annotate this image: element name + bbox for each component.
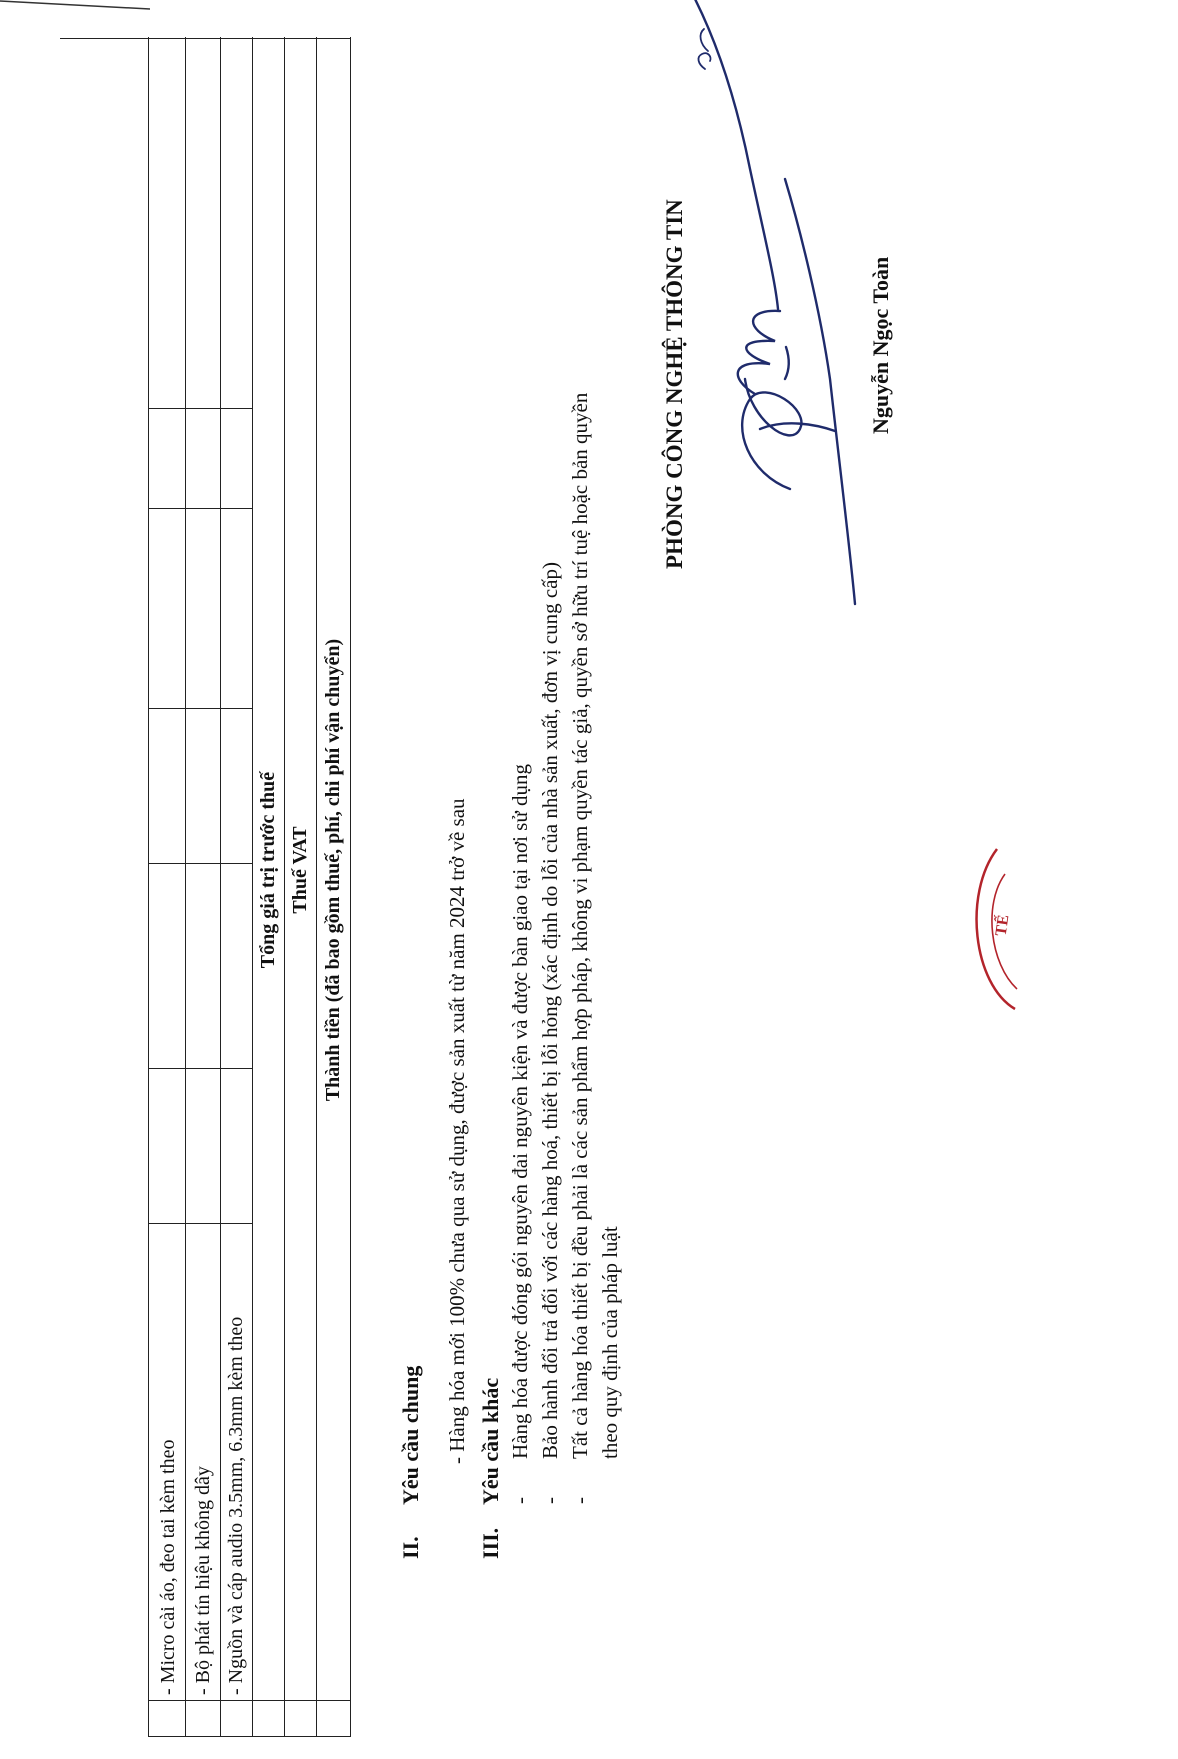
requirement-bullet: Tất cả hàng hóa thiết bị đều phải là các sản phẩm hợp pháp, không vi phạm quyền tác giả, quyền sở hữu trí tuệ hoặc bản quyền — [568, 392, 592, 1459]
bullet-dash: - — [568, 1497, 592, 1504]
svg-text:TẾ: TẾ — [992, 913, 1013, 938]
requirement-continuation: theo quy định của pháp luật — [598, 1226, 622, 1459]
bullet-dash: - — [508, 1497, 532, 1504]
requirement-line: - Hàng hóa mới 100% chưa qua sử dụng, được sản xuất từ năm 2024 trở về sau — [445, 798, 469, 1464]
page-edge-mark — [0, 0, 150, 39]
table-row-item: - Nguồn và cáp audio 3.5mm, 6.3mm kèm theo — [225, 1316, 247, 1695]
signer-name: Nguyễn Ngọc Toàn — [868, 256, 893, 434]
subtotal-label: Tổng giá trị trước thuế — [257, 771, 279, 969]
section-title: Yêu cầu khác — [478, 1377, 503, 1505]
bullet-dash: - — [538, 1497, 562, 1504]
requirement-bullet: Bảo hành đổi trả đối với các hàng hoá, thiết bị lỗi hỏng (xác định do lỗi của nhà sản xuất, đơn vị cung cấp) — [538, 562, 562, 1459]
table-row-item: - Bộ phát tín hiệu không dây — [192, 1466, 214, 1695]
section-title: Yêu cầu chung — [398, 1365, 423, 1505]
stamp-seal — [955, 844, 1030, 1014]
handwritten-signature — [690, 0, 880, 609]
section-number: III. — [478, 1527, 503, 1559]
section-number: II. — [398, 1536, 423, 1559]
requirement-bullet: Hàng hóa được đóng gói nguyên đai nguyên kiện và được bàn giao tại nơi sử dụng — [508, 764, 532, 1459]
vat-label: Thuế VAT — [289, 826, 311, 914]
total-label: Thành tiền (đã bao gồm thuế, phí, chi phí vận chuyển) — [322, 638, 344, 1102]
department-title: PHÒNG CÔNG NGHỆ THÔNG TIN — [662, 199, 687, 569]
table-row-item: - Micro cài áo, đeo tai kèm theo — [157, 1439, 179, 1695]
